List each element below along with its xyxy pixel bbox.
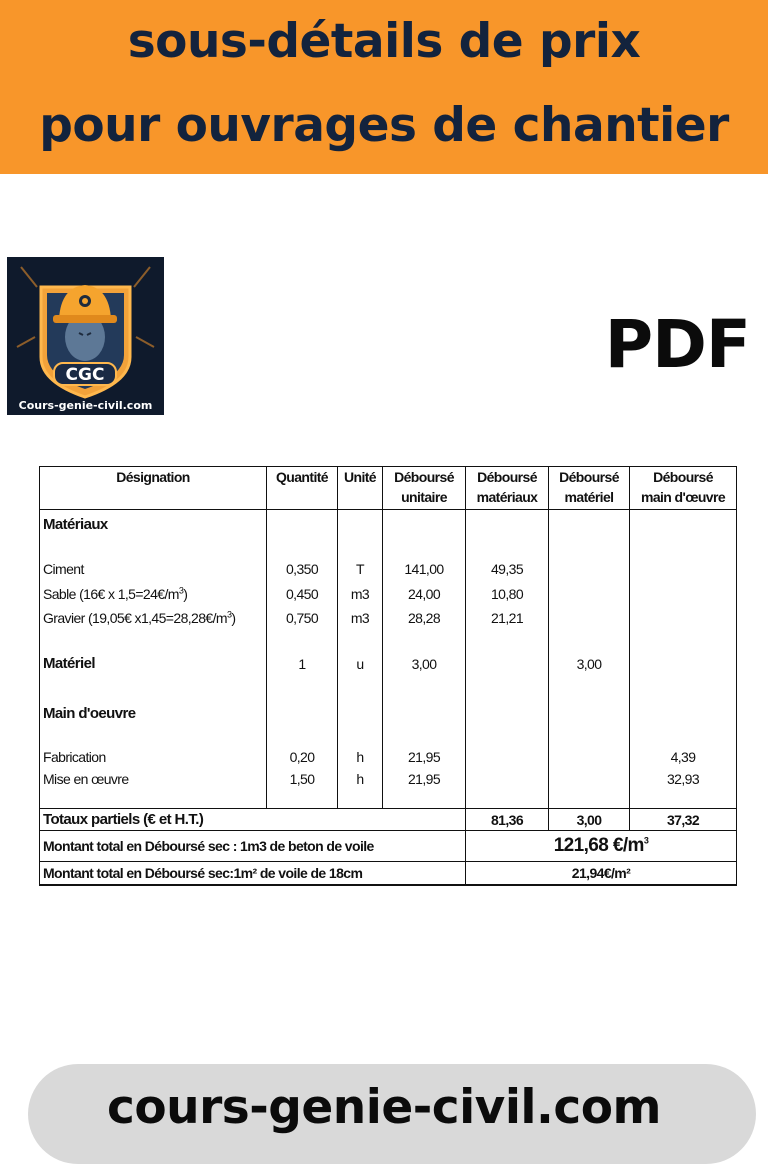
row-fabrication-unite: h [356, 749, 364, 765]
row-materiel-quantite: 1 [298, 656, 306, 672]
totaux-label: Totaux partiels (€ et H.T.) [40, 809, 466, 831]
row-fabrication-main: 4,39 [670, 749, 696, 765]
section-materiel: Matériel [43, 655, 95, 672]
totaux-main: 37,32 [630, 809, 737, 831]
montant-total-row-1 [40, 831, 737, 862]
totaux-materiaux: 81,36 [466, 809, 549, 831]
title-banner [0, 0, 768, 174]
row-fabrication-quantite: 0,20 [289, 749, 315, 765]
row-materiel-materiel: 3,00 [576, 656, 602, 672]
logo-letters: CGC [65, 365, 105, 385]
row-gravier-materiaux: 21,21 [490, 610, 524, 626]
row-gravier-unitaire: 28,28 [407, 610, 441, 626]
cgc-logo [7, 257, 164, 415]
row-sable-materiaux: 10,80 [490, 586, 524, 602]
montant-1-label: Montant total en Déboursé sec : 1m3 de beton de voile [40, 831, 466, 862]
debourse-materiel-column [549, 510, 629, 808]
debourse-main-oeuvre-column [630, 510, 736, 808]
quantite-column [267, 510, 337, 808]
header-debourse-materiaux: Déboursé matériaux [466, 467, 549, 510]
row-ciment-unitaire: 141,00 [404, 561, 444, 577]
price-breakdown-table [39, 466, 736, 886]
header-unite: Unité [338, 467, 383, 510]
debourse-unitaire-column [383, 510, 465, 808]
header-quantite: Quantité [267, 467, 338, 510]
table-body-row [40, 510, 737, 809]
row-fabrication-designation: Fabrication [43, 749, 106, 765]
row-ciment-designation: Ciment [43, 561, 84, 577]
table-header-row [40, 467, 737, 510]
row-sable-unitaire: 24,00 [407, 586, 441, 602]
row-gravier-designation: Gravier (19,05€ $x1,45=28,28€/m^3$) [43, 609, 236, 626]
row-ciment-quantite: 0,350 [285, 561, 319, 577]
footer-site-url[interactable]: cours-genie-civil.com [106, 1080, 662, 1135]
row-gravier-quantite: 0,750 [285, 610, 319, 626]
title-line-1: sous-détails de prix [127, 14, 641, 69]
row-mise-designation: Mise en œuvre [43, 771, 129, 787]
section-materiaux: Matériaux [43, 516, 108, 533]
row-ciment-unite: T [356, 561, 364, 577]
row-sable-designation: Sable (16€ x $1,5=24€/m^3$) [43, 585, 188, 602]
title-line-2: pour ouvrages de chantier [39, 98, 729, 153]
montant-2-value: 21,94€/m² [466, 862, 737, 886]
row-mise-unitaire: 21,95 [407, 771, 441, 787]
pdf-label: PDF [604, 306, 750, 383]
totaux-row [40, 809, 737, 831]
designation-column [40, 510, 266, 808]
montant-total-row-2 [40, 862, 737, 886]
row-sable-unite: m3 [350, 586, 370, 602]
row-sable-quantite: 0,450 [285, 586, 319, 602]
header-debourse-unitaire: Déboursé unitaire [383, 467, 466, 510]
montant-2-label: Montant total en Déboursé sec:1m² de voile de 18cm [40, 862, 466, 886]
row-gravier-unite: m3 [350, 610, 370, 626]
row-materiel-unite: u [356, 656, 364, 672]
unite-column [338, 510, 382, 808]
montant-1-value: 121,68 $€/m^3$ [466, 831, 737, 862]
row-mise-unite: h [356, 771, 364, 787]
debourse-materiaux-column [466, 510, 548, 808]
engineer-badge-icon [7, 257, 164, 415]
section-main-oeuvre: Main d'oeuvre [43, 705, 136, 722]
row-materiel-unitaire: 3,00 [411, 656, 437, 672]
row-mise-main: 32,93 [666, 771, 700, 787]
row-ciment-materiaux: 49,35 [490, 561, 524, 577]
logo-caption: Cours-genie-civil.com [18, 399, 153, 412]
row-mise-quantite: 1,50 [289, 771, 315, 787]
totaux-materiel: 3,00 [549, 809, 630, 831]
row-fabrication-unitaire: 21,95 [407, 749, 441, 765]
header-debourse-main-oeuvre: Déboursé main d'œuvre [630, 467, 737, 510]
header-designation: Désignation [40, 467, 267, 510]
header-debourse-materiel: Déboursé matériel [549, 467, 630, 510]
